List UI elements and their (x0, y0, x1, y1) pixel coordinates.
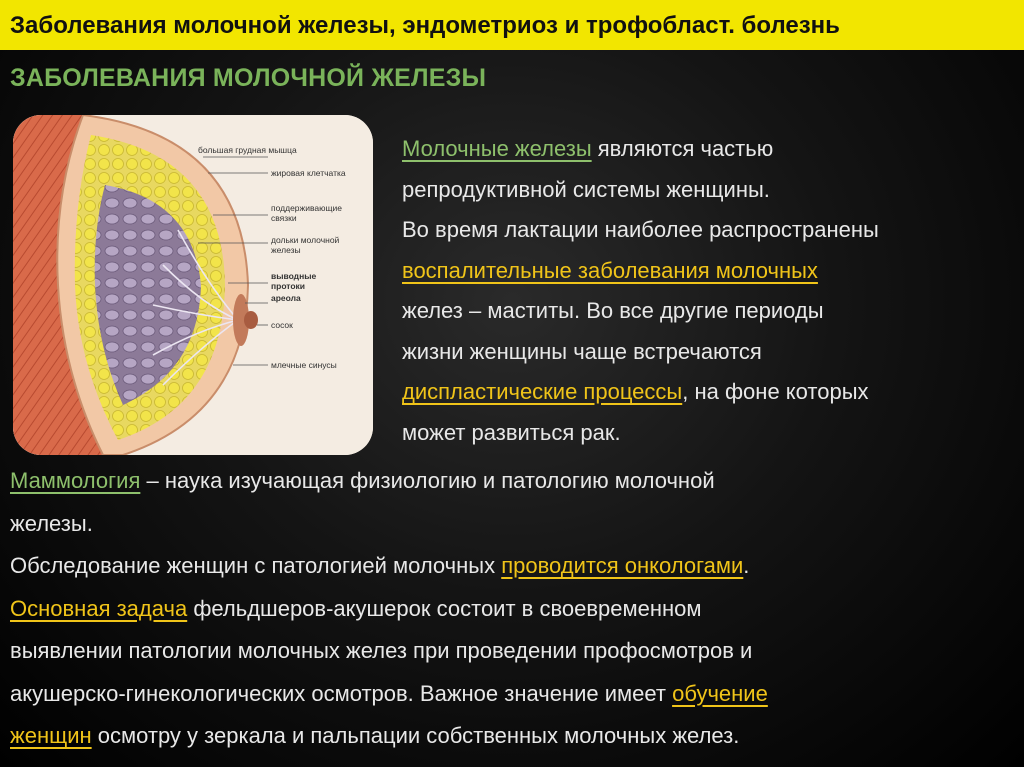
intro-line-3: Во время лактации наиболее распространены (402, 217, 879, 242)
breast-anatomy-illustration (13, 115, 373, 455)
body-line-1 (10, 460, 1014, 503)
body-line-3-end: . (743, 553, 750, 578)
body-line-5: выявлении патологии молочных желез при проведении профосмотров и (10, 638, 753, 663)
term-women: женщин (10, 723, 92, 748)
nipple (244, 311, 258, 329)
label-areola: ареола (271, 293, 301, 303)
mammology-paragraph (10, 460, 1014, 758)
term-oncologists: проводится онкологами (501, 553, 744, 578)
header-bar (0, 0, 1024, 50)
body-line-6 (10, 673, 1014, 716)
label-nipple: сосок (271, 320, 293, 330)
label-milk-sinuses: млечные синусы (271, 360, 337, 370)
intro-line-1 (402, 129, 1014, 170)
section-title: ЗАБОЛЕВАНИЯ МОЛОЧНОЙ ЖЕЛЕЗЫ (10, 64, 487, 92)
body-line-6-text: акушерско-гинекологических осмотров. Важное значение имеет (10, 680, 673, 706)
term-mammary-glands: Молочные железы (402, 136, 592, 161)
body-line-1-text: – наука изучающая физиологию и патологию молочной (140, 468, 715, 493)
term-training: обучение (672, 680, 768, 706)
intro-line-2: репродуктивной системы женщины. (402, 176, 770, 202)
intro-line-8: может развиться рак. (402, 419, 621, 445)
anatomy-diagram (13, 115, 373, 455)
intro-line-4 (402, 251, 1014, 292)
intro-line-7-text: , на фоне которых (682, 379, 869, 404)
label-supporting: поддерживающие (271, 203, 342, 213)
intro-line-7 (402, 372, 1014, 413)
body-line-3 (10, 545, 1014, 588)
label-excretory: выводные (271, 271, 317, 281)
body-line-7 (10, 715, 1014, 758)
term-mammology: Маммология (10, 468, 141, 493)
intro-line-6: жизни женщины чаще встречаются (402, 338, 762, 364)
label-lobules: дольки молочной (271, 235, 340, 245)
body-line-2: железы. (10, 510, 93, 536)
intro-line-1-text: являются частью (591, 136, 774, 161)
intro-paragraph (402, 129, 1014, 453)
label-ligaments: связки (271, 213, 297, 223)
body-line-3-text: Обследование женщин с патологией молочных (10, 553, 502, 578)
body-line-4-text: фельдшеров-акушерок состоит в своевременном (187, 595, 702, 621)
slide-title: Заболевания молочной железы, эндометриоз и трофобласт. болезнь (10, 12, 840, 39)
label-ducts: протоки (271, 281, 306, 291)
label-fat-tissue: жировая клетчатка (271, 168, 346, 178)
body-line-7-text: осмотру у зеркала и пальпации собственных молочных желез. (91, 723, 740, 748)
label-gland: железы (271, 245, 301, 255)
term-dysplastic-processes: диспластические процессы (402, 379, 683, 404)
body-line-4 (10, 588, 1014, 631)
label-pectoral-muscle: большая грудная мышца (198, 145, 297, 155)
intro-line-5: желез – маститы. Во все другие периоды (402, 298, 824, 323)
term-inflammatory-diseases: воспалительные заболевания молочных (402, 257, 818, 283)
term-main-task: Основная задача (10, 595, 188, 621)
